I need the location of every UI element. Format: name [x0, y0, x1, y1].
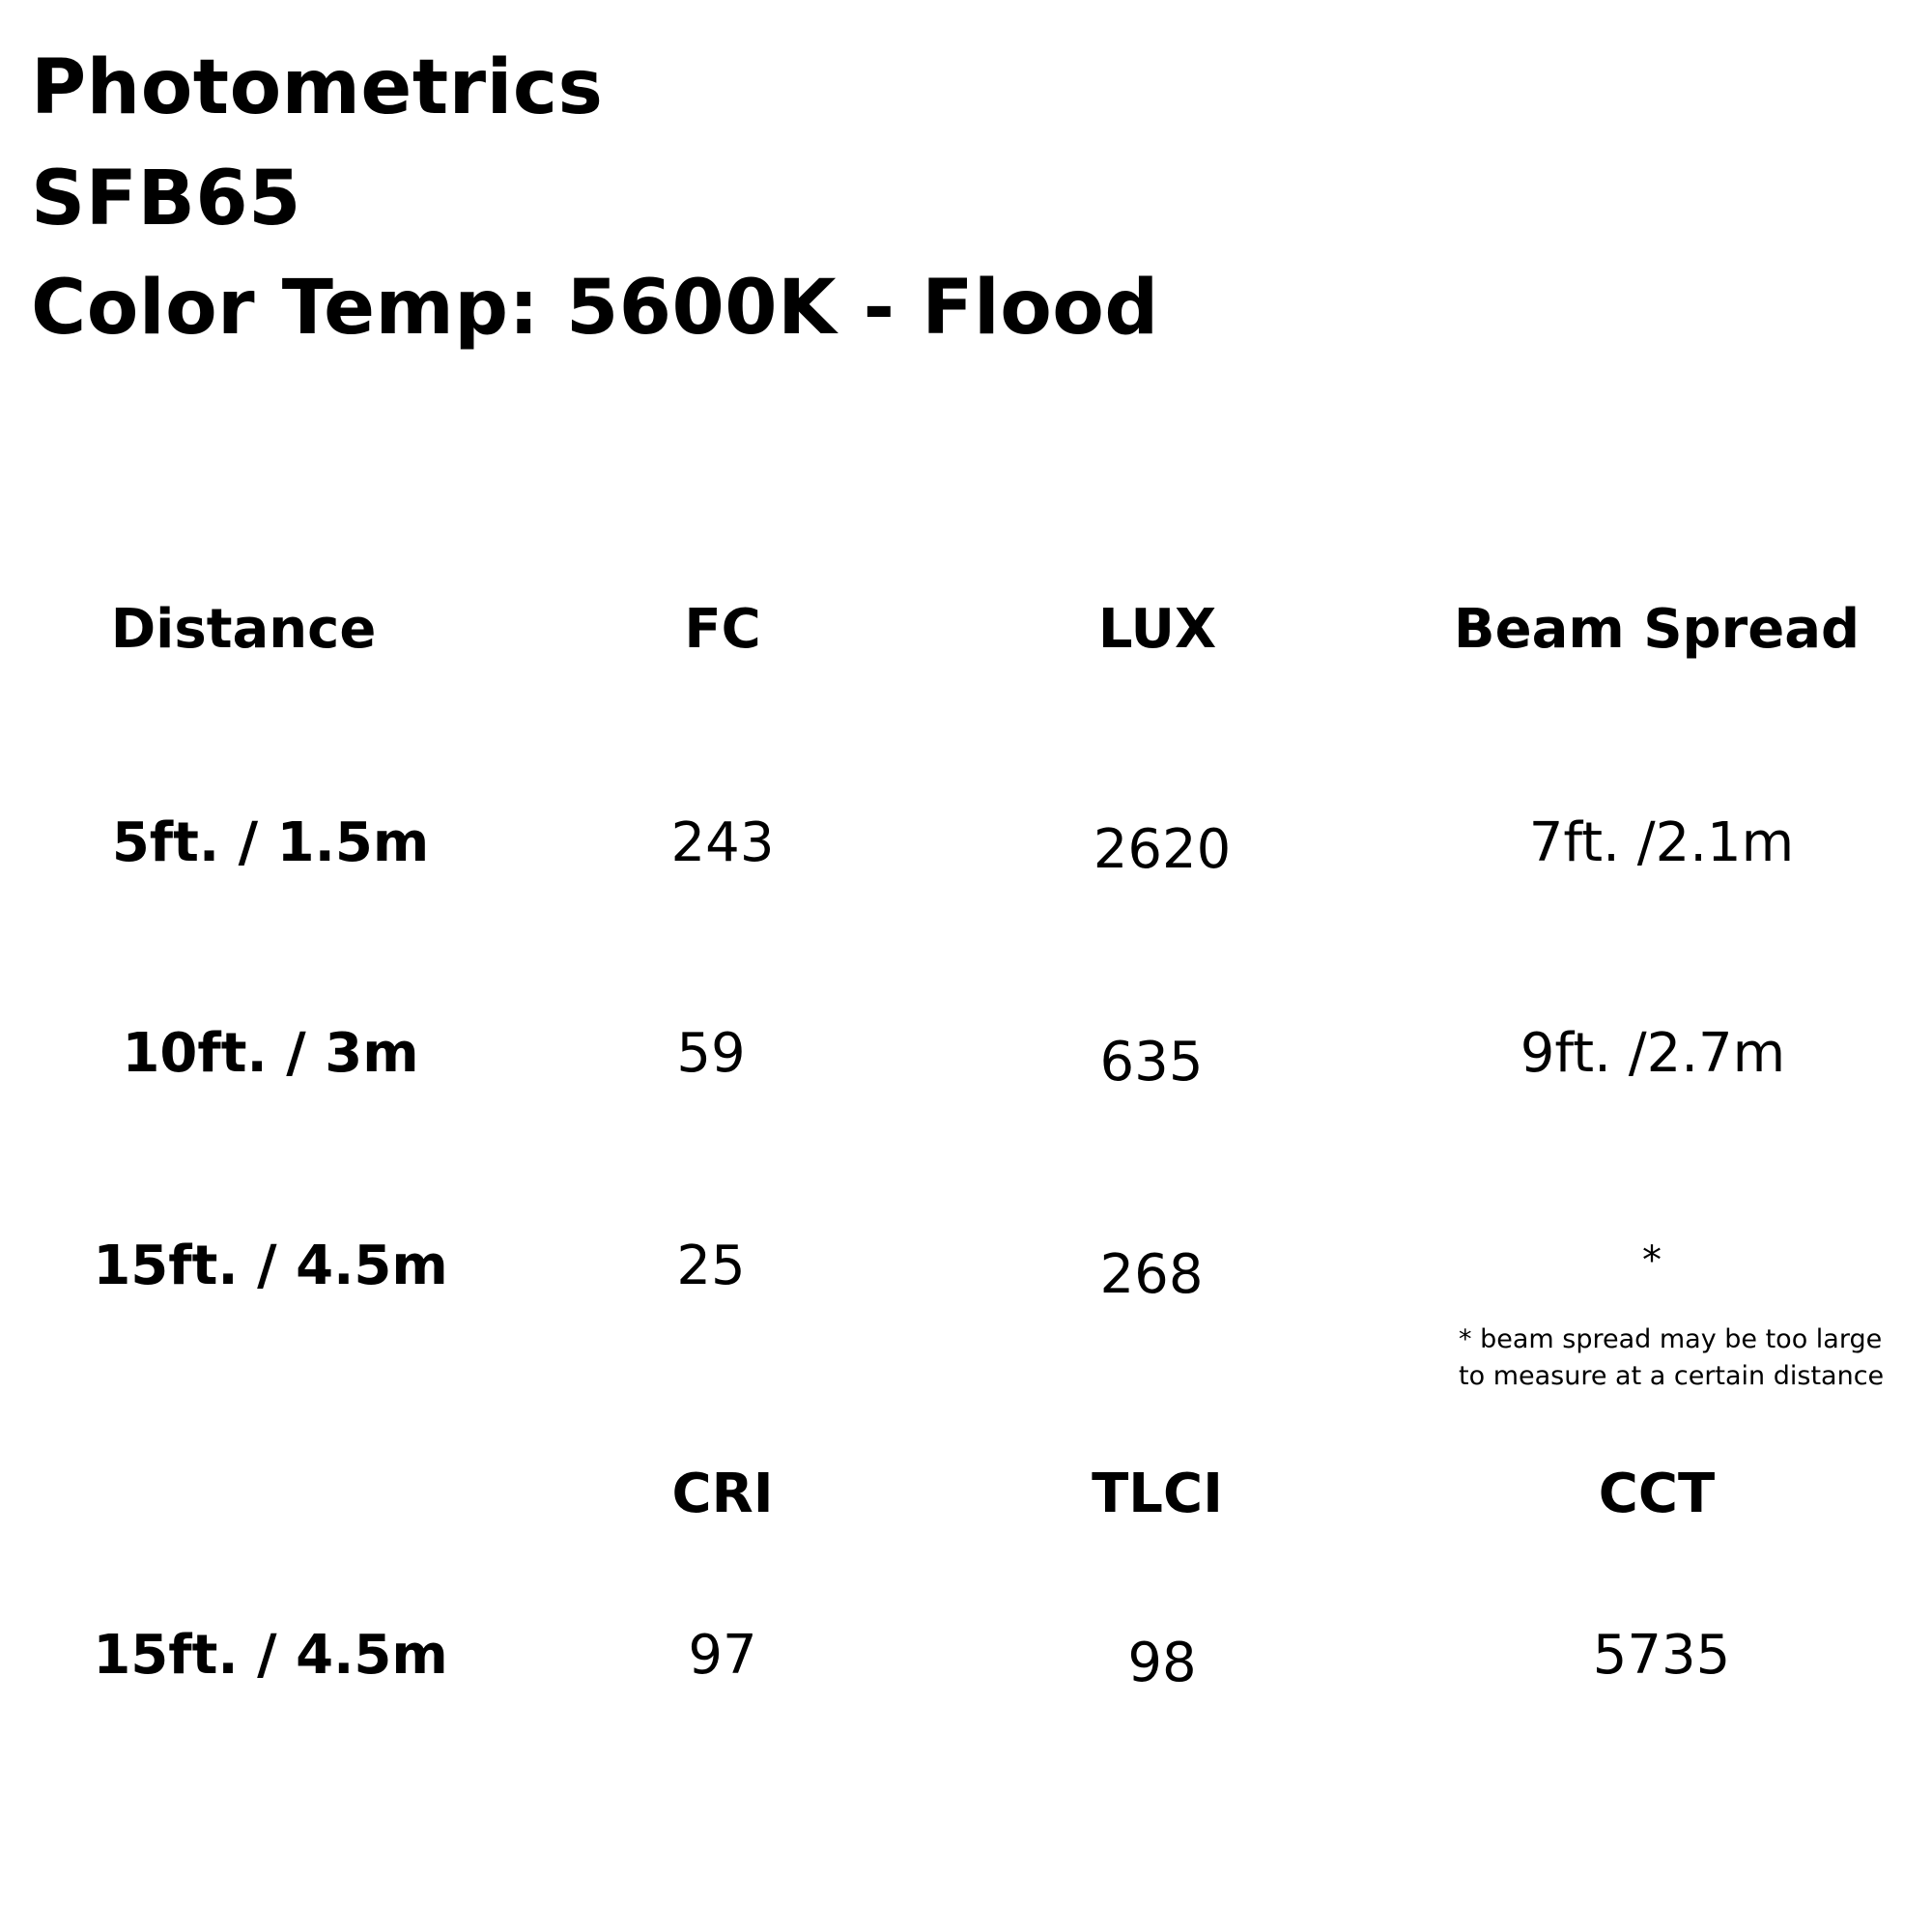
- product-model: SFB65: [31, 156, 301, 242]
- fc-value: 243: [670, 811, 775, 874]
- tlci-value: 98: [1127, 1632, 1197, 1694]
- beam-spread-asterisk: *: [1642, 1238, 1662, 1283]
- header-cct: CCT: [1598, 1463, 1716, 1525]
- fc-value: 59: [676, 1022, 746, 1085]
- beam-spread-value: 9ft. /2.7m: [1520, 1022, 1786, 1085]
- footnote-line: to measure at a certain distance: [1459, 1361, 1885, 1391]
- header-distance: Distance: [110, 598, 377, 661]
- header-beam-spread: Beam Spread: [1453, 598, 1861, 661]
- page-title: Photometrics: [31, 44, 604, 131]
- header-cri: CRI: [671, 1463, 774, 1525]
- footnote-line: * beam spread may be too large: [1459, 1324, 1883, 1354]
- header-lux: LUX: [1097, 598, 1217, 661]
- row-distance-label: 15ft. / 4.5m: [93, 1624, 448, 1687]
- cri-value: 97: [688, 1624, 757, 1687]
- lux-value: 2620: [1093, 818, 1232, 881]
- color-temp-heading: Color Temp: 5600K - Flood: [31, 265, 1159, 352]
- row-distance-label: 15ft. / 4.5m: [93, 1235, 448, 1297]
- row-distance-label: 5ft. / 1.5m: [111, 811, 430, 874]
- row-distance-label: 10ft. / 3m: [122, 1022, 419, 1085]
- fc-value: 25: [676, 1235, 746, 1297]
- cct-value: 5735: [1592, 1624, 1731, 1687]
- lux-value: 268: [1099, 1243, 1204, 1306]
- lux-value: 635: [1099, 1031, 1204, 1094]
- beam-spread-footnote: [1459, 1321, 1884, 1395]
- header-tlci: TLCI: [1092, 1463, 1223, 1525]
- header-fc: FC: [684, 598, 761, 661]
- beam-spread-value: 7ft. /2.1m: [1528, 811, 1795, 874]
